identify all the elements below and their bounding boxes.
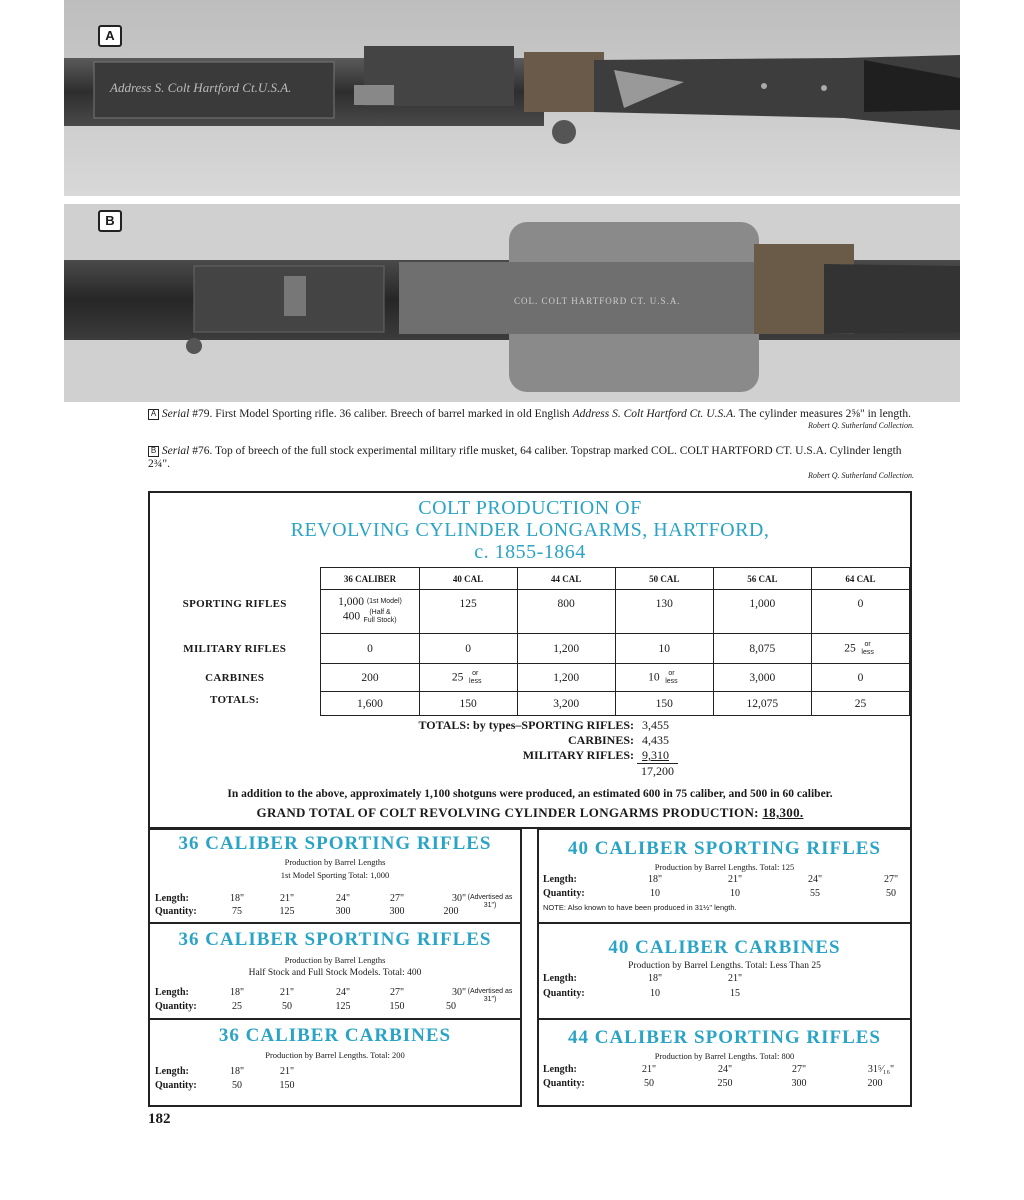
cell-sporting-44: 800 (517, 590, 615, 634)
caption-b-serial: Serial (161, 445, 190, 457)
title-44-sporting: 44 CALIBER SPORTING RIFLES (567, 1027, 882, 1048)
sub2-36-sporting-half: Half Stock and Full Stock Models. Total: 400 (248, 968, 422, 978)
header-64-cal: 64 CAL (811, 568, 909, 590)
cell-military-64-or-less: or less (861, 640, 874, 656)
header-44-cal: 44 CAL (517, 568, 615, 590)
qty-36b-21: 50 (282, 1001, 292, 1012)
page-number: 182 (148, 1111, 171, 1127)
cell-sporting-64: 0 (811, 590, 909, 634)
totals-military-value: 9,310 (642, 748, 669, 762)
grand-total (150, 805, 910, 821)
caption-a-credit: Robert Q. Sutherland Collection. (808, 421, 914, 430)
cell-carbines-36: 200 (321, 664, 419, 692)
addition-note: In addition to the above, approximately 1,100 shotguns were produced, an estimated 600 in 75 caliber, and 500 in 60 caliber. (227, 788, 833, 800)
qty-36b-24: 125 (335, 1001, 351, 1012)
cell-totals-50: 150 (615, 692, 713, 716)
cell-sporting-36-first: 1,000 (338, 596, 364, 608)
header-50-cal: 50 CAL (615, 568, 713, 590)
cell-carbines-40-or-less: or less (469, 669, 482, 685)
caption-a-italic: Address S. Colt Hartford Ct. U.S.A. (572, 408, 736, 420)
photo-b-rifle-breech (64, 204, 960, 402)
length-44-27: 27" (791, 1064, 807, 1075)
qty-36b-18: 25 (232, 1001, 242, 1012)
qty-40a-24: 55 (810, 888, 820, 899)
grand-total-label: GRAND TOTAL OF COLT REVOLVING CYLINDER LONGARMS PRODUCTION: (256, 805, 759, 820)
caption-b-text: #76. Top of breech of the full stock experimental military rifle musket, 64 caliber. Topstrap marked COL. COLT HARTFORD CT. U.S.A. Cylinder length 2¾". (148, 445, 902, 470)
row-label-carbines: CARBINES (205, 671, 265, 684)
qty-44-21: 50 (644, 1078, 654, 1089)
totals-carbines-value: 4,435 (642, 733, 669, 747)
qty-44-31: 200 (867, 1078, 883, 1089)
length-36b-18: 18" (229, 987, 245, 998)
sub2-36-sporting-1st: 1st Model Sporting Total: 1,000 (280, 870, 390, 880)
totals-by-type (330, 718, 710, 778)
qty-40a-21: 10 (730, 888, 740, 899)
qty-36a-30: 200 (443, 906, 459, 917)
caption-b (148, 445, 914, 481)
cell-carbines-50-or-less: or less (665, 669, 678, 685)
cell-sporting-36 (321, 590, 419, 634)
cell-totals-56: 12,075 (713, 692, 811, 716)
totals-by-type-label: TOTALS: by types–SPORTING RIFLES: (418, 718, 634, 732)
qty-40a-18: 10 (650, 888, 660, 899)
photo-a-rifle-breech (64, 0, 960, 196)
cell-sporting-36-second: 400 (342, 610, 361, 623)
totals-sum-value: 17,200 (637, 763, 678, 779)
length-36b-27: 27" (389, 987, 405, 998)
cell-carbines-56: 3,000 (713, 664, 811, 692)
photo-a-engraving: Address S. Colt Hartford Ct.U.S.A. (110, 80, 292, 95)
cell-carbines-44: 1,200 (517, 664, 615, 692)
cell-military-40: 0 (419, 634, 517, 664)
length-36a-27: 27" (389, 893, 405, 904)
cell-sporting-36-note2: (Half & Full Stock) (363, 609, 397, 624)
note-40a: NOTE: Also known to have been produced in 31½" length. (543, 903, 737, 912)
caption-a (148, 408, 914, 431)
note-36b: (Advertised as 31") (467, 988, 513, 1003)
length-label-36a: Length: (155, 893, 189, 904)
caption-a-text2: The cylinder measures 2⅝" in length. (735, 408, 912, 420)
grand-total-value: 18,300. (762, 805, 804, 820)
caption-b-credit: Robert Q. Sutherland Collection. (808, 471, 914, 480)
qty-36a-27: 300 (389, 906, 405, 917)
qty-36b-30: 50 (446, 1001, 456, 1012)
quantity-label-36c: Quantity: (155, 1080, 197, 1091)
totals-military-label: MILITARY RIFLES: (522, 748, 634, 762)
length-44-31: 31⁵⁄₁₆" (867, 1064, 895, 1075)
length-label-40b: Length: (543, 973, 577, 984)
title-36-carbines: 36 CALIBER CARBINES (218, 1025, 452, 1046)
length-40b-18: 18" (647, 973, 663, 984)
header-56-cal: 56 CAL (713, 568, 811, 590)
qty-36a-21: 125 (279, 906, 295, 917)
length-36a-18: 18" (229, 893, 245, 904)
sub1-44-sporting: Production by Barrel Lengths. Total: 800 (654, 1051, 795, 1061)
cell-carbines-40-value: 25 (451, 671, 464, 684)
length-label-40a: Length: (543, 874, 577, 885)
length-40a-24: 24" (807, 874, 823, 885)
qty-44-27: 300 (791, 1078, 807, 1089)
row-label-sporting-rifles: SPORTING RIFLES (182, 597, 287, 610)
caption-a-serial: Serial (161, 408, 190, 420)
cell-military-64 (811, 634, 909, 664)
cell-sporting-40: 125 (419, 590, 517, 634)
cell-military-50: 10 (615, 634, 713, 664)
totals-carbines-label: CARBINES: (567, 733, 634, 747)
cell-carbines-40 (419, 664, 517, 692)
caption-a-letter: A (148, 409, 159, 420)
production-title-line-2: REVOLVING CYLINDER LONGARMS, HARTFORD, (290, 519, 770, 541)
production-table (149, 567, 910, 716)
sub1-40-sporting: Production by Barrel Lengths. Total: 125 (654, 862, 795, 872)
qty-40a-27: 50 (886, 888, 896, 899)
length-36b-24: 24" (335, 987, 351, 998)
note-36a: (Advertised as 31") (467, 894, 513, 909)
cell-sporting-50: 130 (615, 590, 713, 634)
cell-sporting-36-note1: (1st Model) (366, 598, 402, 606)
cell-totals-36: 1,600 (321, 692, 419, 716)
row-label-military-rifles: MILITARY RIFLES (183, 642, 287, 655)
length-44-21: 21" (641, 1064, 657, 1075)
header-40-cal: 40 CAL (419, 568, 517, 590)
header-36-caliber: 36 CALIBER (321, 568, 419, 590)
sub1-36-sporting-1st: Production by Barrel Lengths (284, 857, 386, 867)
photo-b-engraving: COL. COLT HARTFORD CT. U.S.A. (514, 296, 681, 306)
quantity-label-36b: Quantity: (155, 1001, 197, 1012)
length-36b-30: 30" (451, 987, 467, 998)
length-label-36c: Length: (155, 1066, 189, 1077)
length-40a-27: 27" (883, 874, 899, 885)
qty-40b-18: 10 (650, 988, 660, 999)
row-label-totals: TOTALS: (210, 693, 260, 706)
quantity-label-40a: Quantity: (543, 888, 585, 899)
length-40a-18: 18" (647, 874, 663, 885)
qty-36a-18: 75 (232, 906, 242, 917)
quantity-label-40b: Quantity: (543, 988, 585, 999)
qty-44-24: 250 (717, 1078, 733, 1089)
length-36a-30: 30" (451, 893, 467, 904)
photo-a-image (64, 0, 960, 196)
length-label-36b: Length: (155, 987, 189, 998)
length-36b-21: 21" (279, 987, 295, 998)
production-title-line-3: c. 1855-1864 (474, 541, 586, 563)
cell-totals-44: 3,200 (517, 692, 615, 716)
cell-military-44: 1,200 (517, 634, 615, 664)
photo-b-image (64, 204, 960, 402)
sub1-36-carbines: Production by Barrel Lengths. Total: 200 (265, 1050, 405, 1060)
cell-carbines-64: 0 (811, 664, 909, 692)
caption-b-letter: B (148, 446, 159, 457)
photo-b-letter: B (98, 210, 122, 232)
length-44-24: 24" (717, 1064, 733, 1075)
qty-36c-18: 50 (232, 1080, 242, 1091)
qty-36c-21: 150 (279, 1080, 295, 1091)
title-40-carbines: 40 CALIBER CARBINES (608, 937, 841, 958)
cell-military-36: 0 (321, 634, 419, 664)
qty-36b-27: 150 (389, 1001, 405, 1012)
quantity-label-36a: Quantity: (155, 906, 197, 917)
production-title-line-1: COLT PRODUCTION OF (418, 497, 642, 519)
length-36c-21: 21" (279, 1066, 295, 1077)
length-36c-18: 18" (229, 1066, 245, 1077)
length-40a-21: 21" (727, 874, 743, 885)
caption-a-text: #79. First Model Sporting rifle. 36 caliber. Breech of barrel marked in old English (189, 408, 573, 420)
quantity-label-44: Quantity: (543, 1078, 585, 1089)
length-40b-21: 21" (727, 973, 743, 984)
cell-military-56: 8,075 (713, 634, 811, 664)
cell-carbines-50 (615, 664, 713, 692)
length-36a-24: 24" (335, 893, 351, 904)
title-40-sporting: 40 CALIBER SPORTING RIFLES (567, 838, 882, 859)
qty-40b-21: 15 (730, 988, 740, 999)
title-36-sporting-1st: 36 CALIBER SPORTING RIFLES (178, 833, 492, 854)
cell-military-64-value: 25 (844, 642, 856, 655)
length-36a-21: 21" (279, 893, 295, 904)
qty-36a-24: 300 (335, 906, 351, 917)
cell-totals-64: 25 (811, 692, 909, 716)
cell-carbines-50-value: 10 (648, 671, 660, 684)
totals-sporting-value: 3,455 (642, 718, 669, 732)
sub1-40-carbines: Production by Barrel Lengths. Total: Less Than 25 (628, 961, 821, 971)
length-label-44: Length: (543, 1064, 577, 1075)
title-36-sporting-half: 36 CALIBER SPORTING RIFLES (178, 929, 492, 950)
sub1-36-sporting-half: Production by Barrel Lengths (284, 955, 386, 965)
photo-a-letter: A (98, 25, 122, 47)
cell-sporting-56: 1,000 (713, 590, 811, 634)
cell-totals-40: 150 (419, 692, 517, 716)
production-title (150, 497, 910, 563)
